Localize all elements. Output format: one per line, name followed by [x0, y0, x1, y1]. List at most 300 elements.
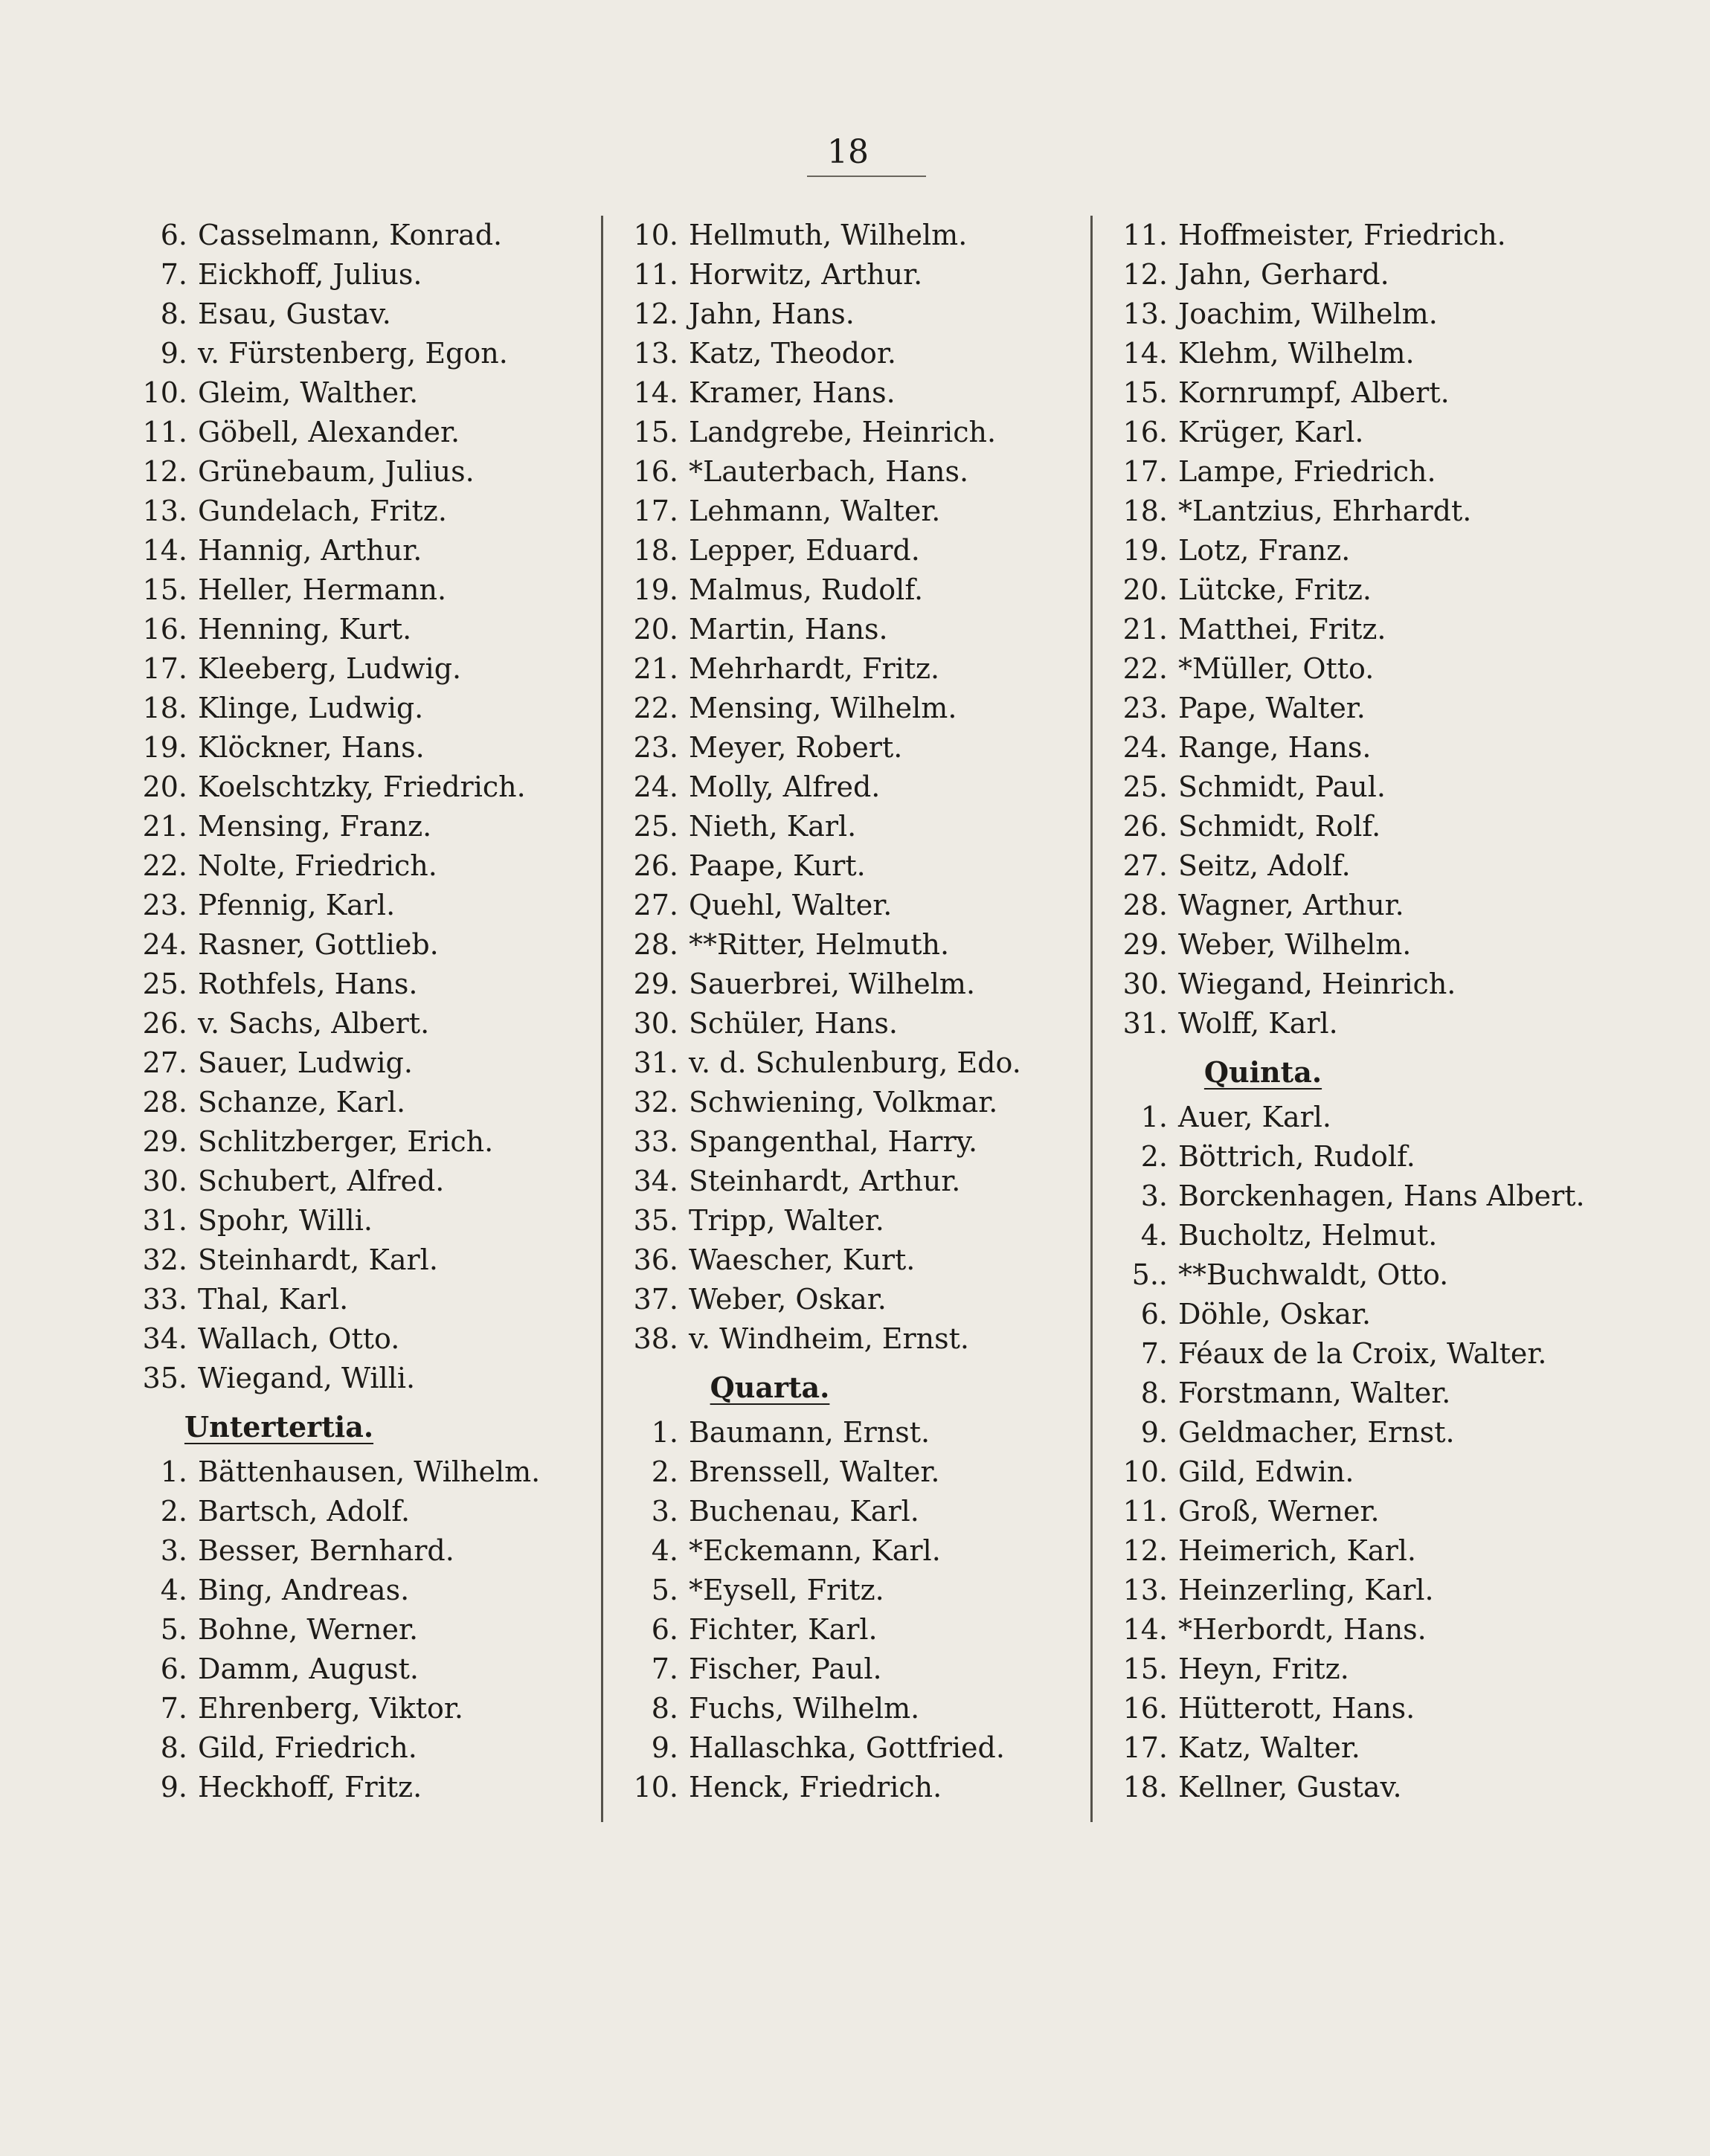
class-section-heading: Quarta. — [710, 1371, 830, 1404]
entry-name: *Lantzius, Ehrhardt. — [1178, 495, 1472, 527]
entry-name: v. d. Schulenburg, Edo. — [689, 1046, 1021, 1079]
entry-name: Esau, Gustav. — [198, 297, 391, 330]
entry-name: Paape, Kurt. — [689, 849, 866, 882]
list-entry — [1092, 925, 1613, 965]
entry-name: Döhle, Oskar. — [1178, 1298, 1372, 1330]
list-entry — [112, 1492, 595, 1531]
entry-number: 12. — [1122, 1534, 1168, 1567]
entry-name: Lehmann, Walter. — [689, 495, 941, 527]
page-number: 18 — [827, 133, 869, 171]
list-entry — [112, 452, 595, 492]
entry-name: Geldmacher, Ernst. — [1178, 1416, 1455, 1449]
entry-number: 13. — [1122, 297, 1168, 330]
entry-number: 22. — [142, 849, 187, 882]
list-entry — [1092, 1492, 1613, 1531]
entry-name: Buchenau, Karl. — [689, 1495, 919, 1528]
entry-number: 37. — [633, 1283, 678, 1316]
list-entry — [1092, 216, 1613, 255]
entry-name: Thal, Karl. — [198, 1283, 349, 1316]
entry-name: Mensing, Franz. — [198, 810, 432, 843]
list-entry — [1092, 1768, 1613, 1807]
entry-name: Casselmann, Konrad. — [198, 219, 503, 251]
entry-number: 16. — [1122, 1692, 1168, 1725]
list-entry — [112, 295, 595, 334]
entry-name: Waescher, Kurt. — [689, 1243, 916, 1276]
list-entry — [1092, 334, 1613, 373]
entry-number: 24. — [142, 928, 187, 961]
list-entry — [1092, 1004, 1613, 1043]
entry-name: Wagner, Arthur. — [1178, 889, 1404, 921]
entry-name: Henck, Friedrich. — [689, 1771, 942, 1803]
entry-number: 1. — [1140, 1101, 1168, 1133]
list-entry — [1092, 1413, 1613, 1452]
entry-name: Borckenhagen, Hans Albert. — [1178, 1180, 1585, 1212]
entry-number: 31. — [1122, 1007, 1168, 1040]
entry-number: 28. — [1122, 889, 1168, 921]
entry-number: 10. — [633, 1771, 678, 1803]
list-entry — [1092, 255, 1613, 295]
entry-name: Heinzerling, Karl. — [1178, 1574, 1434, 1606]
entry-number: 34. — [142, 1322, 187, 1355]
entry-number: 17. — [1122, 1731, 1168, 1764]
entry-number: 15. — [142, 573, 187, 606]
entry-number: 7. — [160, 1692, 187, 1725]
entry-name: Damm, August. — [198, 1653, 419, 1685]
entry-name: Mensing, Wilhelm. — [689, 692, 957, 724]
list-entry — [1092, 1650, 1613, 1689]
entry-name: Koelschtzky, Friedrich. — [198, 770, 526, 803]
entry-number: 11. — [1122, 1495, 1168, 1528]
entry-name: Heckhoff, Fritz. — [198, 1771, 422, 1803]
list-entry — [112, 1162, 595, 1201]
entry-name: Pape, Walter. — [1178, 692, 1366, 724]
entry-name: Schmidt, Paul. — [1178, 770, 1386, 803]
entry-number: 13. — [142, 495, 187, 527]
entry-number: 9. — [1140, 1416, 1168, 1449]
entry-number: 14. — [142, 534, 187, 567]
entry-name: Schwiening, Volkmar. — [689, 1086, 998, 1119]
list-entry — [112, 649, 595, 689]
entry-number: 1. — [160, 1455, 187, 1488]
entry-number: 13. — [633, 337, 678, 370]
entry-name: *Müller, Otto. — [1178, 652, 1375, 685]
entry-number: 35. — [142, 1362, 187, 1394]
entry-number: 29. — [142, 1125, 187, 1158]
entry-number: 9. — [651, 1731, 678, 1764]
entry-name: Bing, Andreas. — [198, 1574, 410, 1606]
entry-number: 26. — [142, 1007, 187, 1040]
list-entry — [1092, 886, 1613, 925]
list-entry — [1092, 1255, 1613, 1295]
column-3 — [1092, 216, 1613, 1807]
list-entry — [602, 1728, 1086, 1768]
column-2 — [602, 216, 1086, 1807]
list-entry — [602, 531, 1086, 570]
list-entry — [112, 334, 595, 373]
list-entry — [602, 610, 1086, 649]
list-entry — [1092, 1689, 1613, 1728]
entry-name: v. Sachs, Albert. — [198, 1007, 430, 1040]
entry-number: 8. — [1140, 1377, 1168, 1409]
entry-number: 25. — [633, 810, 678, 843]
entry-number: 20. — [633, 613, 678, 646]
entry-name: Jahn, Gerhard. — [1178, 258, 1389, 291]
list-entry — [602, 1319, 1086, 1359]
entry-number: 8. — [651, 1692, 678, 1725]
list-entry — [1092, 1334, 1613, 1374]
entry-name: Horwitz, Arthur. — [689, 258, 923, 291]
list-entry — [1092, 531, 1613, 570]
list-entry — [1092, 1177, 1613, 1216]
entry-name: Nieth, Karl. — [689, 810, 857, 843]
entry-name: Ehrenberg, Viktor. — [198, 1692, 463, 1725]
list-entry — [112, 689, 595, 728]
entry-name: Hallaschka, Gottfried. — [689, 1731, 1005, 1764]
entry-name: Lampe, Friedrich. — [1178, 455, 1436, 488]
entry-name: **Buchwaldt, Otto. — [1178, 1258, 1449, 1291]
list-entry — [602, 1452, 1086, 1492]
list-entry — [1092, 373, 1613, 413]
list-entry — [602, 373, 1086, 413]
list-entry — [602, 413, 1086, 452]
entry-name: Hoffmeister, Friedrich. — [1178, 219, 1506, 251]
entry-name: Rothfels, Hans. — [198, 968, 418, 1000]
entry-number: 3. — [160, 1534, 187, 1567]
entry-number: 9. — [160, 337, 187, 370]
entry-name: Grünebaum, Julius. — [198, 455, 475, 488]
entry-name: Jahn, Hans. — [689, 297, 855, 330]
entry-name: Kellner, Gustav. — [1178, 1771, 1402, 1803]
list-entry — [602, 1492, 1086, 1531]
entry-name: Besser, Bernhard. — [198, 1534, 454, 1567]
list-entry — [602, 1122, 1086, 1162]
entry-name: Auer, Karl. — [1178, 1101, 1331, 1133]
entry-number: 11. — [142, 416, 187, 448]
entry-name: Malmus, Rudolf. — [689, 573, 924, 606]
entry-number: 8. — [160, 297, 187, 330]
list-entry — [1092, 965, 1613, 1004]
list-entry — [602, 965, 1086, 1004]
entry-number: 17. — [1122, 455, 1168, 488]
entry-number: 20. — [1122, 573, 1168, 606]
entry-name: Sauer, Ludwig. — [198, 1046, 413, 1079]
list-entry — [112, 768, 595, 807]
entry-name: Spohr, Willi. — [198, 1204, 373, 1237]
list-entry — [602, 334, 1086, 373]
list-entry — [1092, 807, 1613, 846]
list-entry — [112, 373, 595, 413]
entry-name: Gundelach, Fritz. — [198, 495, 447, 527]
entry-name: Baumann, Ernst. — [689, 1416, 930, 1449]
list-entry — [602, 1413, 1086, 1452]
entry-number: 36. — [633, 1243, 678, 1276]
list-entry — [112, 965, 595, 1004]
entry-number: 7. — [160, 258, 187, 291]
list-entry — [1092, 1137, 1613, 1177]
list-entry — [602, 1240, 1086, 1280]
list-entry — [602, 1162, 1086, 1201]
entry-name: Martin, Hans. — [689, 613, 888, 646]
list-entry — [602, 768, 1086, 807]
list-entry — [1092, 768, 1613, 807]
list-entry — [602, 1043, 1086, 1083]
entry-name: Brenssell, Walter. — [689, 1455, 940, 1488]
entry-name: Göbell, Alexander. — [198, 416, 460, 448]
column-1 — [112, 216, 595, 1807]
entry-name: Weber, Wilhelm. — [1178, 928, 1412, 961]
entry-number: 1. — [651, 1416, 678, 1449]
list-entry — [112, 610, 595, 649]
entry-name: Heimerich, Karl. — [1178, 1534, 1416, 1567]
entry-number: 5. — [651, 1574, 678, 1606]
list-entry — [112, 1240, 595, 1280]
list-entry — [112, 846, 595, 886]
list-entry — [602, 1650, 1086, 1689]
entry-number: 32. — [633, 1086, 678, 1119]
list-entry — [602, 1571, 1086, 1610]
list-entry — [1092, 1728, 1613, 1768]
entry-name: Hellmuth, Wilhelm. — [689, 219, 968, 251]
list-entry — [112, 216, 595, 255]
list-entry — [602, 1083, 1086, 1122]
entry-number: 38. — [633, 1322, 678, 1355]
list-entry — [602, 807, 1086, 846]
entry-name: Range, Hans. — [1178, 731, 1372, 764]
list-entry — [602, 728, 1086, 768]
list-entry — [112, 728, 595, 768]
entry-name: Schmidt, Rolf. — [1178, 810, 1381, 843]
entry-number: 5.. — [1131, 1258, 1168, 1291]
entry-name: Lütcke, Fritz. — [1178, 573, 1372, 606]
entry-number: 4. — [160, 1574, 187, 1606]
entry-name: v. Fürstenberg, Egon. — [198, 337, 508, 370]
entry-number: 17. — [633, 495, 678, 527]
entry-number: 15. — [633, 416, 678, 448]
entry-name: Fischer, Paul. — [689, 1653, 882, 1685]
entry-name: Klöckner, Hans. — [198, 731, 425, 764]
entry-number: 19. — [1122, 534, 1168, 567]
entry-name: Spangenthal, Harry. — [689, 1125, 978, 1158]
entry-number: 3. — [651, 1495, 678, 1528]
entry-name: Wallach, Otto. — [198, 1322, 400, 1355]
list-entry — [1092, 846, 1613, 886]
list-entry — [112, 1359, 595, 1398]
list-entry — [112, 1768, 595, 1807]
entry-name: Rasner, Gottlieb. — [198, 928, 439, 961]
list-entry — [1092, 1295, 1613, 1334]
entry-name: Forstmann, Walter. — [1178, 1377, 1451, 1409]
entry-number: 18. — [1122, 495, 1168, 527]
entry-number: 10. — [142, 376, 187, 409]
list-entry — [602, 1531, 1086, 1571]
list-entry — [602, 570, 1086, 610]
list-entry — [1092, 1610, 1613, 1650]
list-entry — [602, 452, 1086, 492]
list-entry — [602, 1610, 1086, 1650]
entry-number: 24. — [1122, 731, 1168, 764]
list-entry — [602, 925, 1086, 965]
entry-name: Bucholtz, Helmut. — [1178, 1219, 1438, 1252]
entry-name: Wiegand, Willi. — [198, 1362, 416, 1394]
list-entry — [112, 1571, 595, 1610]
entry-name: **Ritter, Helmuth. — [689, 928, 950, 961]
class-section-heading: Untertertia. — [184, 1410, 374, 1444]
list-entry — [1092, 649, 1613, 689]
entry-name: Quehl, Walter. — [689, 889, 893, 921]
entry-number: 28. — [142, 1086, 187, 1119]
entry-number: 6. — [160, 1653, 187, 1685]
entry-number: 29. — [633, 968, 678, 1000]
entry-number: 29. — [1122, 928, 1168, 961]
list-entry — [1092, 1216, 1613, 1255]
list-entry — [112, 1452, 595, 1492]
entry-name: Wolff, Karl. — [1178, 1007, 1338, 1040]
list-entry — [1092, 492, 1613, 531]
entry-number: 30. — [1122, 968, 1168, 1000]
list-entry — [112, 1319, 595, 1359]
list-entry — [112, 1728, 595, 1768]
entry-name: *Herbordt, Hans. — [1178, 1613, 1427, 1646]
list-entry — [112, 1650, 595, 1689]
entry-name: v. Windheim, Ernst. — [689, 1322, 969, 1355]
list-entry — [1092, 1571, 1613, 1610]
entry-number: 33. — [142, 1283, 187, 1316]
list-entry — [112, 1280, 595, 1319]
list-entry — [602, 1280, 1086, 1319]
entry-number: 17. — [142, 652, 187, 685]
entry-name: Seitz, Adolf. — [1178, 849, 1351, 882]
entry-name: Schubert, Alfred. — [198, 1165, 445, 1197]
entry-name: Landgrebe, Heinrich. — [689, 416, 997, 448]
entry-number: 10. — [1122, 1455, 1168, 1488]
entry-name: Klinge, Ludwig. — [198, 692, 424, 724]
entry-number: 18. — [1122, 1771, 1168, 1803]
entry-name: Steinhardt, Arthur. — [689, 1165, 961, 1197]
entry-name: Groß, Werner. — [1178, 1495, 1380, 1528]
entry-name: Sauerbrei, Wilhelm. — [689, 968, 976, 1000]
entry-number: 18. — [142, 692, 187, 724]
entry-number: 27. — [633, 889, 678, 921]
entry-number: 20. — [142, 770, 187, 803]
entry-name: Bohne, Werner. — [198, 1613, 419, 1646]
list-entry — [112, 925, 595, 965]
entry-name: Heyn, Fritz. — [1178, 1653, 1349, 1685]
entry-number: 3. — [1140, 1180, 1168, 1212]
entry-name: Kramer, Hans. — [689, 376, 896, 409]
entry-number: 12. — [142, 455, 187, 488]
entry-number: 4. — [651, 1534, 678, 1567]
list-entry — [1092, 1531, 1613, 1571]
entry-number: 34. — [633, 1165, 678, 1197]
entry-number: 7. — [651, 1653, 678, 1685]
entry-number: 30. — [142, 1165, 187, 1197]
entry-name: Schüler, Hans. — [689, 1007, 898, 1040]
entry-name: Henning, Kurt. — [198, 613, 412, 646]
entry-number: 18. — [633, 534, 678, 567]
entry-number: 7. — [1140, 1337, 1168, 1370]
entry-name: *Eckemann, Karl. — [689, 1534, 941, 1567]
list-entry — [602, 1689, 1086, 1728]
entry-name: Molly, Alfred. — [689, 770, 881, 803]
list-entry — [1092, 1452, 1613, 1492]
list-entry — [1092, 570, 1613, 610]
entry-name: Gild, Friedrich. — [198, 1731, 417, 1764]
entry-number: 8. — [160, 1731, 187, 1764]
list-entry — [1092, 452, 1613, 492]
entry-name: *Eysell, Fritz. — [689, 1574, 884, 1606]
entry-number: 14. — [1122, 337, 1168, 370]
entry-name: Hannig, Arthur. — [198, 534, 422, 567]
entry-number: 13. — [1122, 1574, 1168, 1606]
entry-number: 22. — [633, 692, 678, 724]
list-entry — [112, 1122, 595, 1162]
entry-number: 22. — [1122, 652, 1168, 685]
list-entry — [1092, 689, 1613, 728]
entry-number: 24. — [633, 770, 678, 803]
list-entry — [112, 531, 595, 570]
entry-name: Mehrhardt, Fritz. — [689, 652, 940, 685]
entry-name: Hütterott, Hans. — [1178, 1692, 1415, 1725]
entry-number: 31. — [633, 1046, 678, 1079]
entry-number: 21. — [1122, 613, 1168, 646]
list-entry — [112, 1689, 595, 1728]
entry-name: Féaux de la Croix, Walter. — [1178, 1337, 1547, 1370]
entry-name: Joachim, Wilhelm. — [1178, 297, 1438, 330]
list-entry — [602, 216, 1086, 255]
list-entry — [602, 255, 1086, 295]
list-entry — [112, 1043, 595, 1083]
entry-number: 23. — [633, 731, 678, 764]
entry-number: 26. — [633, 849, 678, 882]
entry-name: Bartsch, Adolf. — [198, 1495, 411, 1528]
list-entry — [112, 413, 595, 452]
entry-number: 25. — [142, 968, 187, 1000]
entry-number: 11. — [633, 258, 678, 291]
list-entry — [112, 255, 595, 295]
entry-number: 14. — [633, 376, 678, 409]
entry-name: Krüger, Karl. — [1178, 416, 1364, 448]
list-entry — [1092, 728, 1613, 768]
class-section-heading: Quinta. — [1203, 1055, 1322, 1089]
list-entry — [602, 1004, 1086, 1043]
entry-number: 23. — [1122, 692, 1168, 724]
entry-number: 16. — [142, 613, 187, 646]
entry-number: 6. — [1140, 1298, 1168, 1330]
list-entry — [112, 492, 595, 531]
list-entry — [112, 1610, 595, 1650]
list-entry — [602, 886, 1086, 925]
list-entry — [1092, 1098, 1613, 1137]
entry-number: 15. — [1122, 1653, 1168, 1685]
list-entry — [1092, 1374, 1613, 1413]
entry-number: 9. — [160, 1771, 187, 1803]
entry-name: Lepper, Eduard. — [689, 534, 920, 567]
entry-name: Steinhardt, Karl. — [198, 1243, 438, 1276]
entry-number: 5. — [160, 1613, 187, 1646]
entry-name: Matthei, Fritz. — [1178, 613, 1386, 646]
list-entry — [602, 1201, 1086, 1240]
list-entry — [112, 1531, 595, 1571]
entry-number: 27. — [142, 1046, 187, 1079]
entry-name: Klehm, Wilhelm. — [1178, 337, 1415, 370]
entry-number: 32. — [142, 1243, 187, 1276]
entry-name: Schlitzberger, Erich. — [198, 1125, 494, 1158]
entry-name: Eickhoff, Julius. — [198, 258, 422, 291]
entry-name: Kornrumpf, Albert. — [1178, 376, 1450, 409]
entry-name: Tripp, Walter. — [689, 1204, 884, 1237]
entry-number: 21. — [142, 810, 187, 843]
entry-number: 14. — [1122, 1613, 1168, 1646]
